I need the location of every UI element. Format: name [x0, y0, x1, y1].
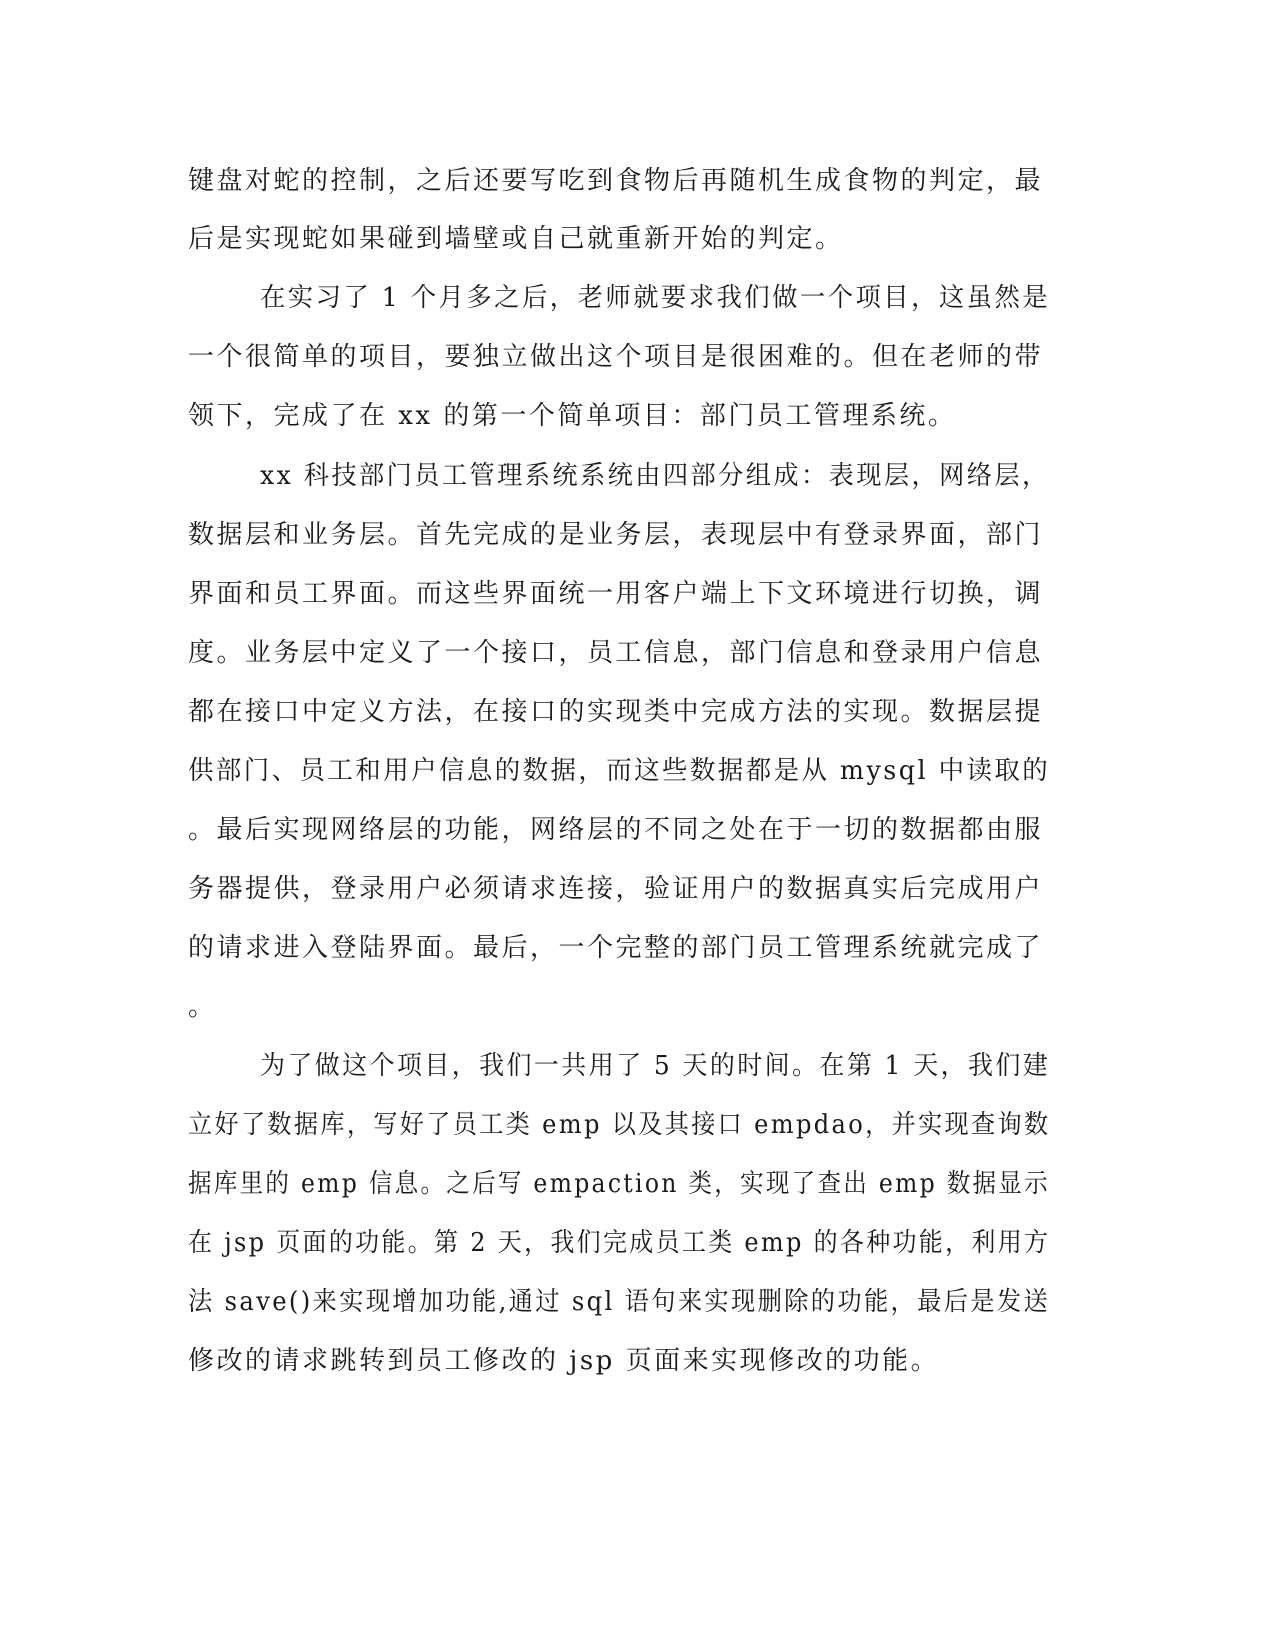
text-line: 务器提供，登录用户必须请求连接，验证用户的数据真实后完成用户	[188, 874, 1044, 904]
text-line: 的请求进入登陆界面。最后，一个完整的部门员工管理系统就完成了	[188, 933, 1044, 963]
text-line: 度。业务层中定义了一个接口，员工信息，部门信息和登录用户信息	[188, 638, 1044, 668]
paragraph-first-line: 为了做这个项目，我们一共用了 5 天的时间。在第 1 天，我们建	[260, 1051, 1051, 1081]
text-line: 界面和员工界面。而这些界面统一用客户端上下文环境进行切换，调	[188, 579, 1044, 609]
paragraph-first-line: 在实习了 1 个月多之后，老师就要求我们做一个项目，这虽然是	[260, 283, 1051, 313]
text-line: 法 save()来实现增加功能,通过 sql 语句来实现删除的功能，最后是发送	[188, 1287, 1051, 1317]
text-line: 立好了数据库，写好了员工类 emp 以及其接口 empdao，并实现查询数	[188, 1110, 1051, 1140]
paragraph-first-line: xx 科技部门员工管理系统系统由四部分组成：表现层，网络层，	[260, 461, 1050, 491]
text-line: 供部门、员工和用户信息的数据，而这些数据都是从 mysql 中读取的	[188, 756, 1051, 786]
text-line: 领下，完成了在 xx 的第一个简单项目：部门员工管理系统。	[188, 401, 957, 431]
text-line: 在 jsp 页面的功能。第 2 天，我们完成员工类 emp 的各种功能，利用方	[188, 1228, 1051, 1258]
text-line: 。	[188, 992, 217, 1022]
text-line: 。最后实现网络层的功能，网络层的不同之处在于一切的数据都由服	[188, 815, 1044, 845]
text-line: 据库里的 emp 信息。之后写 empaction 类，实现了查出 emp 数据显示	[188, 1169, 1050, 1199]
text-line: 修改的请求跳转到员工修改的 jsp 页面来实现修改的功能。	[188, 1346, 940, 1376]
text-line: 键盘对蛇的控制，之后还要写吃到食物后再随机生成食物的判定，最	[188, 166, 1044, 196]
text-line: 都在接口中定义方法，在接口的实现类中完成方法的实现。数据层提	[188, 697, 1044, 727]
text-line: 数据层和业务层。首先完成的是业务层，表现层中有登录界面，部门	[188, 520, 1044, 550]
text-line: 后是实现蛇如果碰到墙壁或自己就重新开始的判定。	[188, 224, 844, 254]
text-line: 一个很简单的项目，要独立做出这个项目是很困难的。但在老师的带	[188, 342, 1044, 372]
